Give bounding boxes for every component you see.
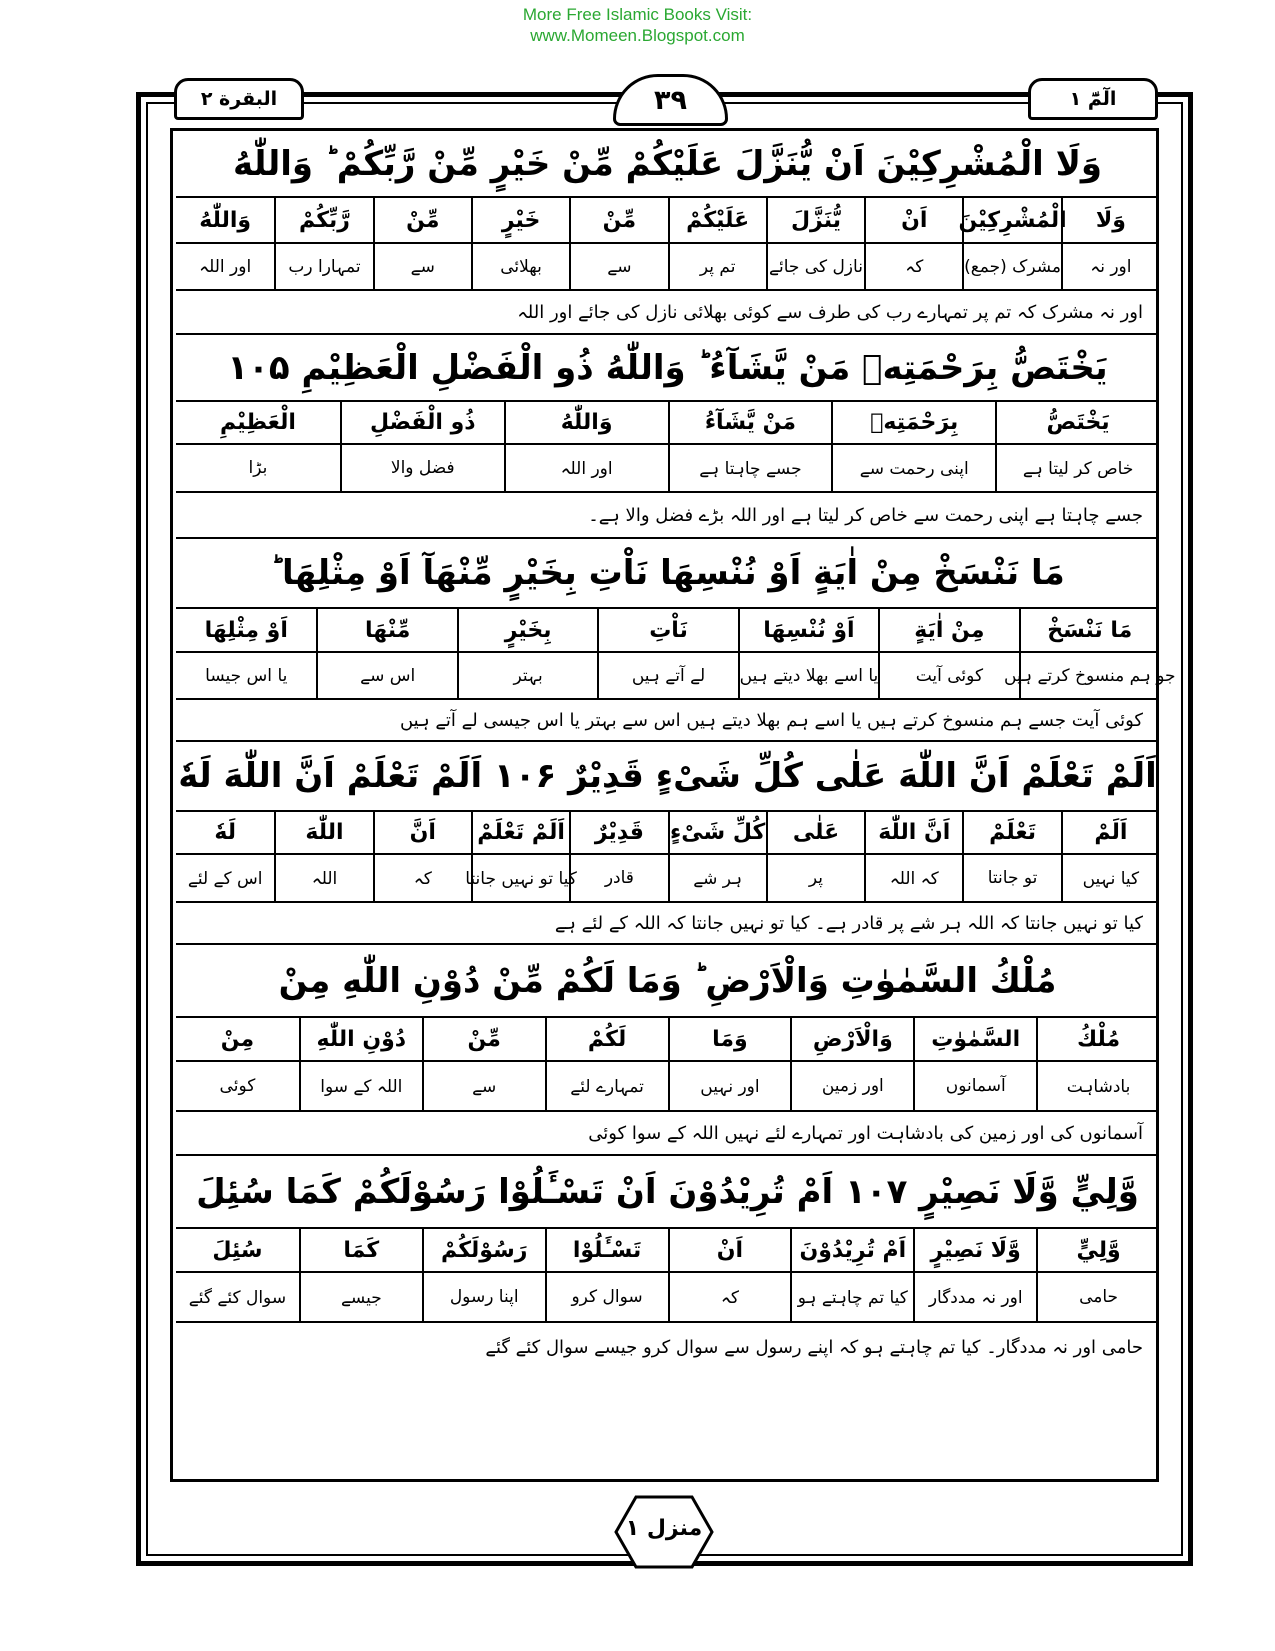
ayah-line: مُلْكُ السَّمٰوٰتِ وَالْاَرْضِ ؕ وَمَا لَكُمْ مِّنْ دُوْنِ اللّٰهِ مِنْ — [176, 945, 1159, 1018]
manzil-label: منزل ۱ — [625, 1516, 703, 1541]
word-urdu: اس سے — [316, 653, 456, 698]
word-arabic: اَوْ مِثْلِهَا — [204, 617, 288, 643]
content-frame — [170, 128, 1176, 1482]
word-urdu: سوال کئے گئے — [188, 1287, 287, 1308]
translation-line: آسمانوں کی اور زمین کی بادشاہت اور تمہارے لئے نہیں اللہ کے سوا کوئی — [176, 1112, 1159, 1156]
word-row-urdu — [176, 1273, 1159, 1323]
word-arabic: وَاللّٰهُ — [504, 402, 668, 443]
word-arabic: وَلَا — [1061, 198, 1159, 242]
word-arabic: اَلَمْ تَعْلَمْ — [471, 812, 569, 853]
word-arabic: اَوْ نُنْسِهَا — [738, 609, 878, 651]
word-arabic: مِّنْ — [569, 198, 667, 242]
word-arabic: اَنَّ — [373, 812, 471, 853]
word-urdu: تمہارے لئے — [545, 1062, 668, 1110]
word-urdu: اور اللہ — [504, 445, 668, 491]
translation-line: حامی اور نہ مددگار۔ کیا تم چاہتے ہو کہ اپنے رسول سے سوال کرو جیسے سوال کئے گئے — [485, 1336, 1143, 1358]
word-arabic: مَنْ يَّشَآءُ — [668, 402, 832, 443]
word-urdu: نازل کی جائے — [766, 244, 864, 289]
word-row-urdu — [176, 653, 1176, 700]
juz-name: الٓمّٓ ۱ — [1069, 88, 1117, 110]
word-arabic: تَسْـَٔلُوْا — [545, 1229, 668, 1271]
word-arabic: كُلِّ شَىْءٍ — [668, 812, 766, 853]
word-urdu: اللہ — [274, 855, 372, 901]
word-arabic: مِّنْ — [422, 1018, 545, 1060]
word-arabic: اَنْ — [668, 1229, 791, 1271]
word-arabic: مِّنْ — [373, 198, 471, 242]
word-arabic: الْعَظِيْمِ — [220, 410, 296, 435]
word-arabic: تَعْلَمْ — [962, 812, 1060, 853]
word-arabic: يَخْتَصُّ — [995, 402, 1159, 443]
word-arabic: مُلْكُ — [1036, 1018, 1159, 1060]
word-arabic: سُئِلَ — [212, 1237, 263, 1263]
promo-link[interactable] — [0, 4, 1275, 46]
word-row-arabic — [176, 198, 1159, 244]
word-row-urdu — [176, 445, 1159, 493]
promo-line-2[interactable]: www.Momeen.Blogspot.com — [530, 26, 745, 45]
word-urdu: تمہارا رب — [274, 244, 372, 289]
word-urdu: لے آتے ہیں — [597, 653, 737, 698]
word-urdu: کہ اللہ — [864, 855, 962, 901]
word-arabic: عَلٰى — [766, 812, 864, 853]
word-urdu: کہ — [668, 1273, 791, 1321]
ayah-line: مَا نَنْسَخْ مِنْ اٰيَةٍ اَوْ نُنْسِهَا نَاْتِ بِخَيْرٍ مِّنْهَآ اَوْ مِثْلِهَا ؕ — [176, 539, 1159, 609]
word-urdu: مشرک (جمع) — [962, 244, 1060, 289]
word-row-arabic — [176, 812, 1159, 855]
word-urdu: کیا تو نہیں جانتا — [471, 855, 569, 901]
word-arabic: رَّبِّكُمْ — [274, 198, 372, 242]
word-arabic: الْمُشْرِكِيْنَ — [962, 198, 1060, 242]
word-urdu: قادر — [569, 855, 667, 901]
word-arabic: خَيْرٍ — [471, 198, 569, 242]
word-urdu: اس کے لئے — [187, 868, 263, 889]
ayah-line: وَّلِيٍّ وَّلَا نَصِيْرٍ ۱۰۷ اَمْ تُرِيْدُوْنَ اَنْ تَسْـَٔلُوْا رَسُوْلَكُمْ كَمَا سُئِلَ — [176, 1156, 1159, 1229]
word-arabic: وَاللّٰهُ — [199, 207, 252, 233]
word-urdu: ہر شے — [668, 855, 766, 901]
word-urdu: بہتر — [457, 653, 597, 698]
word-row-urdu — [176, 244, 1159, 291]
word-arabic: السَّمٰوٰتِ — [913, 1018, 1036, 1060]
ayah-line: يَخْتَصُّ بِرَحْمَتِهٖ مَنْ يَّشَآءُ ؕ وَاللّٰهُ ذُو الْفَضْلِ الْعَظِيْمِ ۱۰۵ — [176, 335, 1159, 402]
page-number-box — [613, 74, 728, 126]
word-row-urdu — [176, 1062, 1159, 1112]
word-arabic: اَنَّ اللّٰهَ — [864, 812, 962, 853]
word-urdu: اور اللہ — [199, 257, 252, 277]
word-urdu: کوئی آیت — [878, 653, 1018, 698]
surah-name: البقرة ۲ — [200, 88, 278, 110]
word-urdu: جسے چاہتا ہے — [668, 445, 832, 491]
word-urdu: سے — [569, 244, 667, 289]
word-arabic: مَا نَنْسَخْ — [1019, 609, 1159, 651]
word-urdu: اللہ کے سوا — [299, 1062, 422, 1110]
word-urdu: اپنا رسول — [422, 1273, 545, 1321]
translation-line: کوئی آیت جسے ہم منسوخ کرتے ہیں یا اسے ہم بھلا دیتے ہیں اس سے بہتر یا اس جیسی لے آتے ہیں — [176, 700, 1159, 742]
promo-line-1: More Free Islamic Books Visit: — [522, 5, 753, 24]
word-urdu: کہ — [864, 244, 962, 289]
ayah-line: وَلَا الْمُشْرِكِيْنَ اَنْ يُّنَزَّلَ عَلَيْكُمْ مِّنْ خَيْرٍ مِّنْ رَّبِّكُمْ ؕ وَاللّٰهُ — [176, 131, 1159, 198]
word-arabic: بِخَيْرٍ — [457, 609, 597, 651]
word-urdu: پر — [766, 855, 864, 901]
translation-line: جسے چاہتا ہے اپنی رحمت سے خاص کر لیتا ہے اور اللہ بڑے فضل والا ہے۔ — [176, 493, 1159, 539]
word-arabic: يُّنَزَّلَ — [766, 198, 864, 242]
word-urdu: جو ہم منسوخ کرتے ہیں — [1019, 653, 1159, 698]
surah-name-box — [174, 78, 304, 120]
word-urdu: کیا تم چاہتے ہو — [790, 1273, 913, 1321]
word-row-arabic — [176, 1018, 1159, 1062]
word-arabic: لَكُمْ — [545, 1018, 668, 1060]
word-urdu: بھلائی — [471, 244, 569, 289]
translation-line: اور نہ مشرک کہ تم پر تمہارے رب کی طرف سے کوئی بھلائی نازل کی جائے اور اللہ — [176, 291, 1159, 335]
word-arabic: وَالْاَرْضِ — [790, 1018, 913, 1060]
word-arabic: وَّلِيٍّ — [1036, 1229, 1159, 1271]
word-arabic: وَمَا — [668, 1018, 791, 1060]
word-row-arabic — [176, 402, 1159, 445]
word-urdu: کیا نہیں — [1061, 855, 1159, 901]
word-urdu: بڑا — [248, 458, 268, 478]
word-urdu: فضل والا — [340, 445, 504, 491]
word-arabic: مِنْ — [220, 1026, 255, 1052]
word-urdu: یا اسے بھلا دیتے ہیں — [738, 653, 878, 698]
word-arabic: اَمْ تُرِيْدُوْنَ — [790, 1229, 913, 1271]
word-urdu: اور نہ — [1061, 244, 1159, 289]
word-urdu: تم پر — [668, 244, 766, 289]
word-arabic: كَمَا — [299, 1229, 422, 1271]
word-urdu: یا اس جیسا — [205, 665, 288, 686]
word-urdu: اور نہ مددگار — [913, 1273, 1036, 1321]
translation-line: کیا تو نہیں جانتا کہ اللہ ہر شے پر قادر ہے۔ کیا تو نہیں جانتا کہ اللہ کے لئے ہے — [176, 903, 1159, 945]
word-arabic: اللّٰهَ — [274, 812, 372, 853]
juz-name-box — [1028, 78, 1158, 120]
word-arabic: نَاْتِ — [597, 609, 737, 651]
word-arabic: اَلَمْ — [1061, 812, 1159, 853]
word-urdu: تو جانتا — [962, 855, 1060, 901]
ayah-line: اَلَمْ تَعْلَمْ اَنَّ اللّٰهَ عَلٰى كُلِّ شَىْءٍ قَدِيْرٌ ۱۰۶ اَلَمْ تَعْلَمْ اَنَّ اللّٰهَ لَهٗ — [176, 742, 1159, 812]
word-arabic: وَّلَا نَصِيْرٍ — [913, 1229, 1036, 1271]
word-urdu: سے — [373, 244, 471, 289]
word-urdu: کوئی — [219, 1076, 256, 1096]
word-row-urdu — [176, 855, 1159, 903]
word-urdu: آسمانوں — [913, 1062, 1036, 1110]
word-urdu: سوال کرو — [545, 1273, 668, 1321]
word-row-arabic — [176, 1229, 1159, 1273]
word-urdu: بادشاہت — [1036, 1062, 1159, 1110]
word-arabic: لَهٗ — [214, 820, 236, 845]
word-urdu: سے — [422, 1062, 545, 1110]
word-arabic: قَدِيْرٌ — [569, 812, 667, 853]
page-number: ۳۹ — [654, 84, 687, 116]
word-urdu: کہ — [373, 855, 471, 901]
word-arabic: مِنْ اٰيَةٍ — [878, 609, 1018, 651]
word-arabic: رَسُوْلَكُمْ — [422, 1229, 545, 1271]
word-urdu: اور نہیں — [668, 1062, 791, 1110]
word-arabic: ذُو الْفَضْلِ — [340, 402, 504, 443]
word-urdu: حامی — [1036, 1273, 1159, 1321]
word-urdu: اپنی رحمت سے — [831, 445, 995, 491]
word-arabic: دُوْنِ اللّٰهِ — [299, 1018, 422, 1060]
word-arabic: اَنْ — [864, 198, 962, 242]
word-urdu: جیسے — [299, 1273, 422, 1321]
word-row-arabic — [176, 609, 1159, 653]
word-arabic: عَلَيْكُمْ — [668, 198, 766, 242]
word-urdu: خاص کر لیتا ہے — [995, 445, 1159, 491]
word-urdu: اور زمین — [790, 1062, 913, 1110]
word-arabic: بِرَحْمَتِهٖ — [831, 402, 995, 443]
word-arabic: مِّنْهَا — [316, 609, 456, 651]
